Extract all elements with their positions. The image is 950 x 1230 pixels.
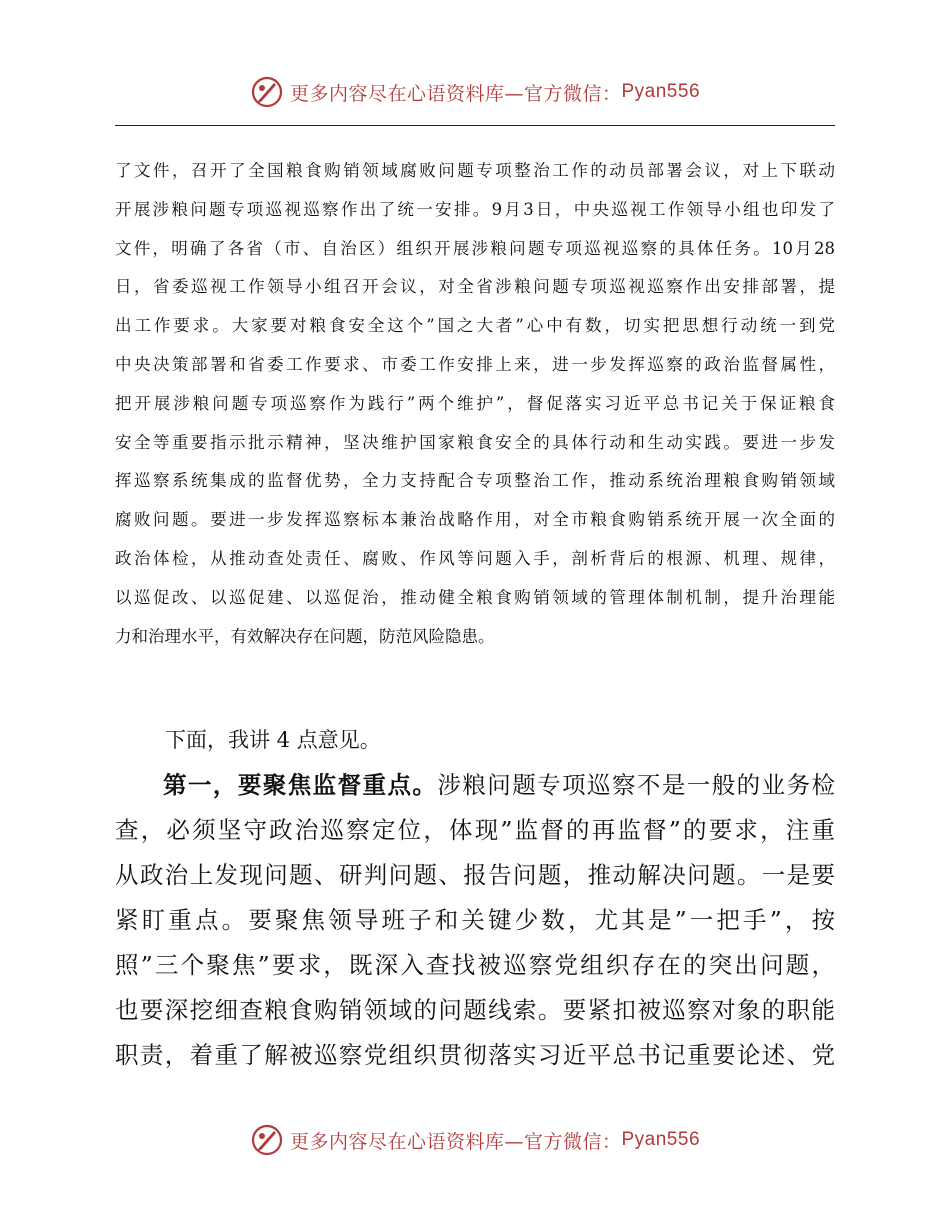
text-line: 挥巡察系统集成的监督优势，全力支持配合专项整治工作，推动系统治理粮食购销领域	[115, 471, 835, 491]
point-one-section	[115, 763, 835, 1078]
text-line: 紧盯重点。要聚焦领导班子和关键少数，尤其是”一把手”，按	[115, 906, 835, 934]
watermark-id: Pyan556	[621, 81, 701, 102]
text-line: 开展涉粮问题专项巡视巡察作出了统一安排。9月3日，中央巡视工作领导小组也印发了	[115, 199, 835, 219]
text-line: 涉粮问题专项巡察不是一般的业务检	[437, 771, 835, 799]
footer-watermark	[0, 1120, 950, 1160]
header-watermark	[0, 72, 950, 112]
intro-sentence: 下面，我讲 4 点意见。	[165, 728, 381, 752]
watermark-text: 更多内容尽在心语资料库—官方微信：	[289, 1130, 622, 1153]
point-one-first-line	[115, 763, 835, 808]
text-line: 日，省委巡视工作领导小组召开会议，对全省涉粮问题专项巡视巡察作出安排部署，提	[115, 277, 835, 297]
text-line: 从政治上发现问题、研判问题、报告问题，推动解决问题。一是要	[115, 861, 835, 889]
point-one-heading: 第一，要聚焦监督重点。	[163, 771, 438, 799]
quill-logo-icon	[250, 1123, 284, 1157]
text-line: 职责，着重了解被巡察党组织贯彻落实习近平总书记重要论述、党	[115, 1041, 835, 1069]
watermark-text: 更多内容尽在心语资料库—官方微信：	[289, 82, 622, 105]
text-line: 安全等重要指示批示精神，坚决维护国家粮食安全的具体行动和生动实践。要进一步发	[115, 432, 835, 452]
text-line: 腐败问题。要进一步发挥巡察标本兼治战略作用，对全市粮食购销系统开展一次全面的	[115, 510, 835, 530]
text-line: 把开展涉粮问题专项巡察作为践行”两个维护”，督促落实习近平总书记关于保证粮食	[115, 393, 835, 413]
text-line: 也要深挖细查粮食购销领域的问题线索。要紧扣被巡察对象的职能	[115, 996, 835, 1024]
header-rule	[115, 125, 835, 126]
quill-logo-icon	[250, 75, 284, 109]
text-line: 查，必须坚守政治巡察定位，体现”监督的再监督”的要求，注重	[115, 816, 835, 844]
text-line: 政治体检，从推动查处责任、腐败、作风等问题入手，剖析背后的根源、机理、规律，	[115, 548, 835, 568]
text-line: 中央决策部署和省委工作要求、市委工作安排上来，进一步发挥巡察的政治监督属性，	[115, 354, 835, 374]
watermark-id: Pyan556	[621, 1129, 701, 1150]
text-line: 照”三个聚焦”要求，既深入查找被巡察党组织存在的突出问题，	[115, 951, 835, 979]
text-line: 文件，明确了各省（市、自治区）组织开展涉粮问题专项巡视巡察的具体任务。10月28	[115, 238, 835, 258]
text-line: 出工作要求。大家要对粮食安全这个”国之大者”心中有数，切实把思想行动统一到党	[115, 316, 835, 336]
text-line: 力和治理水平，有效解决存在问题，防范风险隐患。	[115, 626, 495, 646]
text-line: 以巡促改、以巡促建、以巡促治，推动健全粮食购销领域的管理体制机制，提升治理能	[115, 587, 835, 607]
text-line: 了文件，召开了全国粮食购销领域腐败问题专项整治工作的动员部署会议，对上下联动	[115, 161, 835, 180]
body-text-small	[115, 152, 835, 656]
